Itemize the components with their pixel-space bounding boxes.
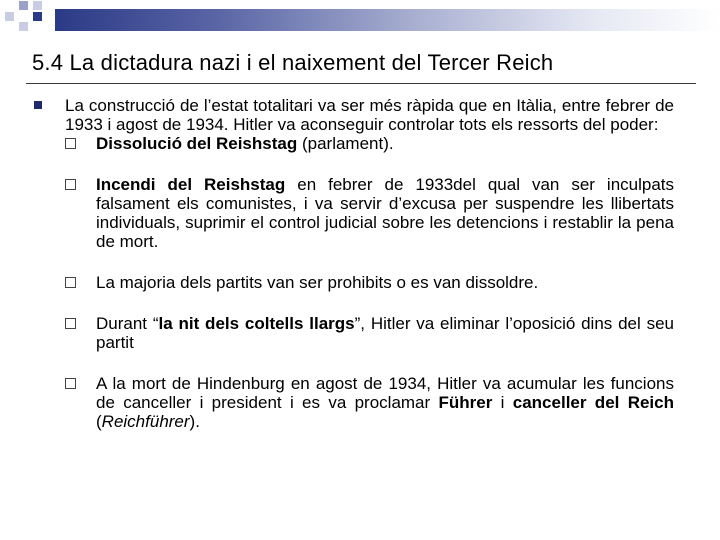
italic-text: Reichführer [101, 412, 190, 431]
bold-text: Dissolució del Reishstag [96, 134, 298, 153]
hollow-square-bullet-icon [65, 378, 76, 389]
deco-square [19, 1, 28, 10]
header-gradient-bar [55, 9, 720, 31]
header-decoration [0, 0, 720, 40]
title-underline [26, 83, 696, 84]
hollow-square-bullet-icon [65, 277, 76, 288]
bold-text: canceller del Reich [512, 393, 674, 412]
hollow-square-bullet-icon [65, 179, 76, 190]
slide-title: 5.4 La dictadura nazi i el naixement del Tercer Reich [32, 50, 554, 75]
slide-content [34, 96, 674, 431]
text-run: ). [189, 412, 200, 431]
sub-bullet-item [65, 374, 674, 431]
text-run: i [492, 393, 513, 412]
text-run: La majoria dels partits van ser prohibits o es van dissoldre. [96, 273, 539, 292]
sub-bullet-item [65, 314, 674, 352]
text-run: ( [96, 412, 102, 431]
bold-text: la nit dels coltells llargs [158, 314, 355, 333]
sub-bullet-text [96, 175, 674, 251]
deco-square [33, 1, 42, 10]
deco-square [19, 22, 28, 31]
deco-square [33, 12, 42, 21]
intro-text: La construcció de l’estat totalitari va ser més ràpida que en Itàlia, entre febrer de 1933 i agost de 1934. Hitler va aconseguir controlar tots els ressorts del poder: [65, 96, 674, 134]
sub-bullet-list [65, 134, 674, 431]
sub-bullet-text [96, 134, 674, 153]
text-run: en febrer de 1933del qual van ser inculpats falsament els comunistes, i va servir d’excusa per suspendre les llibertats individuals, suprimir el control judicial sobre les detencions i restablir la pena de mort. [96, 175, 675, 251]
square-bullet-icon [34, 101, 42, 109]
sub-bullet-item [65, 175, 674, 251]
bold-text: Führer [438, 393, 493, 412]
text-run: ”, Hitler va eliminar l’oposició dins del seu partit [96, 314, 674, 352]
deco-square [5, 12, 14, 21]
hollow-square-bullet-icon [65, 138, 76, 149]
bold-text: Incendi del Reishstag [96, 175, 286, 194]
text-run: A la mort de Hindenburg en agost de 1934, Hitler va acumular les funcions de canceller i president i es va proclamar [96, 374, 674, 412]
hollow-square-bullet-icon [65, 318, 76, 329]
sub-bullet-text [96, 273, 674, 292]
sub-bullet-text [96, 374, 674, 431]
text-run: Durant “ [96, 314, 159, 333]
sub-bullet-item [65, 273, 674, 292]
sub-bullet-text [96, 314, 674, 352]
main-bullet-item [34, 96, 674, 431]
sub-bullet-item [65, 134, 674, 153]
text-run: (parlament). [297, 134, 394, 153]
